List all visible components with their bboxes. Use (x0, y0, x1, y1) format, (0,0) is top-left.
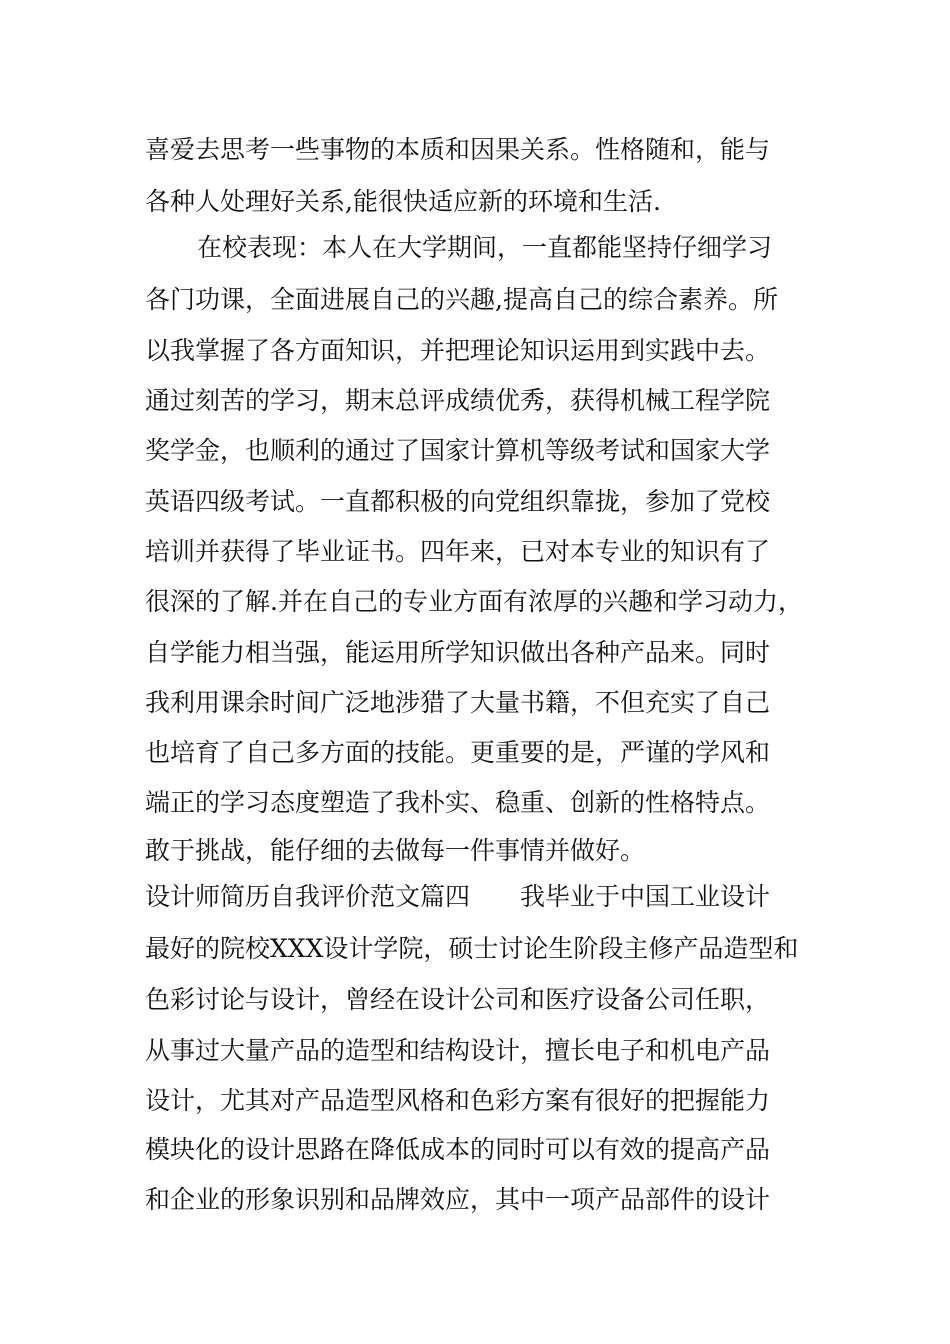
text-line-5: 以我掌握了各方面知识，并把理论知识运用到实践中去。 (145, 336, 771, 365)
text-line-17: 最好的院校XXX设计学院，硕士讨论生阶段主修产品造型和 (145, 934, 799, 963)
text-line-7: 奖学金，也顺利的通过了国家计算机等级考试和国家大学 (145, 436, 771, 465)
text-line-22: 和企业的形象识别和品牌效应，其中一项产品部件的设计 (145, 1185, 771, 1214)
text-line-13: 也培育了自己多方面的技能。更重要的是，严谨的学风和 (145, 738, 771, 767)
text-line-8: 英语四级考试。一直都积极的向党组织靠拢，参加了党校 (145, 487, 771, 516)
text-line-20: 设计，尤其对产品造型风格和色彩方案有很好的把握能力 (145, 1086, 771, 1115)
text-line-15: 敢于挑战，能仔细的去做每一件事情并做好。 (145, 836, 646, 865)
text-line-16-section-start: 设计师简历自我评价范文篇四 我毕业于中国工业设计 (145, 882, 771, 911)
text-line-6: 通过刻苦的学习，期末总评成绩优秀，获得机械工程学院 (145, 386, 771, 415)
text-line-11: 自学能力相当强，能运用所学知识做出各种产品来。同时 (145, 638, 771, 667)
text-line-4: 各门功课，全面进展自己的兴趣,提高自己的综合素养。所 (145, 285, 778, 314)
text-line-21: 模块化的设计思路在降低成本的同时可以有效的提高产品 (145, 1135, 771, 1164)
text-line-18: 色彩讨论与设计，曾经在设计公司和医疗设备公司任职， (145, 985, 771, 1014)
text-line-3-paragraph-start: 在校表现：本人在大学期间，一直都能坚持仔细学习 (197, 233, 773, 262)
text-line-19: 从事过大量产品的造型和结构设计，擅长电子和机电产品 (145, 1036, 771, 1065)
text-line-10: 很深的了解.并在自己的专业方面有浓厚的兴趣和学习动力， (145, 587, 803, 616)
text-line-1: 喜爱去思考一些事物的本质和因果关系。性格随和，能与 (145, 135, 771, 164)
text-line-9: 培训并获得了毕业证书。四年来，已对本专业的知识有了 (145, 537, 771, 566)
text-line-2: 各种人处理好关系,能很快适应新的环境和生活. (145, 187, 661, 216)
text-line-12: 我利用课余时间广泛地涉猎了大量书籍，不但充实了自己 (145, 688, 771, 717)
text-line-14: 端正的学习态度塑造了我朴实、稳重、创新的性格特点。 (145, 788, 771, 817)
